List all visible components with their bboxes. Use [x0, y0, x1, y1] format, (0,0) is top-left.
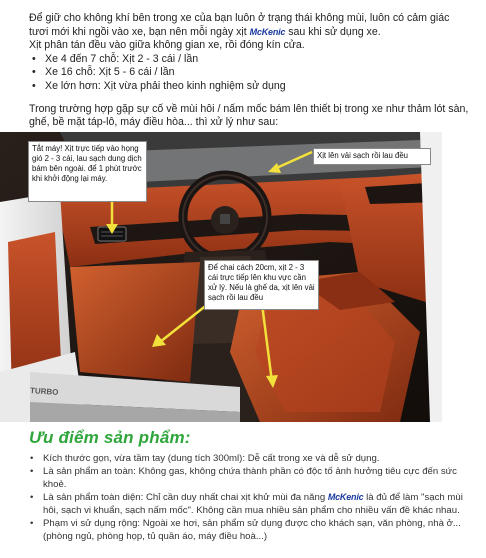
benefits-heading: Ưu điểm sản phẩm:	[29, 428, 191, 447]
brand-logo: McKenic	[249, 26, 286, 37]
intro-instruction: Xịt phân tán đều vào giữa không gian xe, rồi đóng kín cửa.	[29, 39, 305, 52]
benefit-item: • Kích thước gọn, vừa tầm tay (dung tích 300ml): Dễ cất trong xe và dễ sử dụng.	[29, 452, 469, 465]
dosage-item: • Xe 4 đến 7 chỗ: Xịt 2 - 3 cái / lần	[29, 53, 469, 67]
intro-paragraph	[29, 12, 469, 39]
benefit-item: • Phạm vi sử dụng rộng: Ngoài xe hơi, sản phẩm sử dụng được cho khách sạn, văn phòng, nhà ở... (phòng ngủ, phòng họp, tủ quần áo, máy điều hoà...)	[29, 517, 469, 543]
dosage-list	[29, 53, 469, 94]
seat-callout: Để chai cách 20cm, xịt 2 - 3 cái trực tiếp lên khu vực cần xử lý. Nếu là ghế da, xịt lên vải sạch rồi lau đều	[204, 260, 319, 310]
dosage-item: • Xe 16 chỗ: Xịt 5 - 6 cái / lần	[29, 66, 469, 80]
benefit-item: • Là sản phẩm an toàn: Không gas, không chứa thành phần có độc tố ảnh hưởng tiêu cực đến sức khoẻ.	[29, 465, 469, 491]
benefit-text-b: là đủ để làm "sạch mùi hôi, sạch vi khuẩn, sạch nấm mốc". Không cần mua nhiều sản phẩm cho nhiều vấn đề khác nhau.	[43, 492, 463, 516]
benefit-item	[29, 491, 469, 517]
intro-text-a: Để giữ cho không khí bên trong xe của bạn luôn ở trạng thái không mùi, luôn có cảm giác tươi mới khi ngồi vào xe, bạn nên mỗi ngày xịt	[29, 12, 450, 38]
brand-logo: McKenic	[327, 492, 364, 502]
intro-section	[29, 12, 469, 130]
benefits-section	[29, 428, 469, 543]
incident-paragraph: Trong trường hợp gặp sự cố về mùi hôi / nấm mốc bám lên thiết bị trong xe như thảm lót sàn, ghế, bề mặt táp-lô, máy điều hòa... thì xử lý như sau:	[29, 102, 469, 129]
sill-badge-text: TURBO	[29, 386, 59, 397]
benefits-list	[29, 452, 469, 543]
vent-callout: Tắt máy! Xịt trực tiếp vào họng gió 2 - 3 cái, lau sạch dung dịch bám bên ngoài. để 1 phút trước khi khởi động lại máy.	[28, 141, 147, 202]
intro-text-b: sau khi sử dụng xe.	[288, 25, 381, 38]
dosage-item: • Xe lớn hơn: Xịt vừa phải theo kinh nghiệm sử dụng	[29, 80, 469, 94]
dashboard-callout: Xịt lên vải sạch rồi lau đều	[313, 148, 431, 165]
benefit-text-a: Là sản phẩm toàn diện: Chỉ cần duy nhất chai xịt khử mùi đa năng	[43, 492, 326, 503]
